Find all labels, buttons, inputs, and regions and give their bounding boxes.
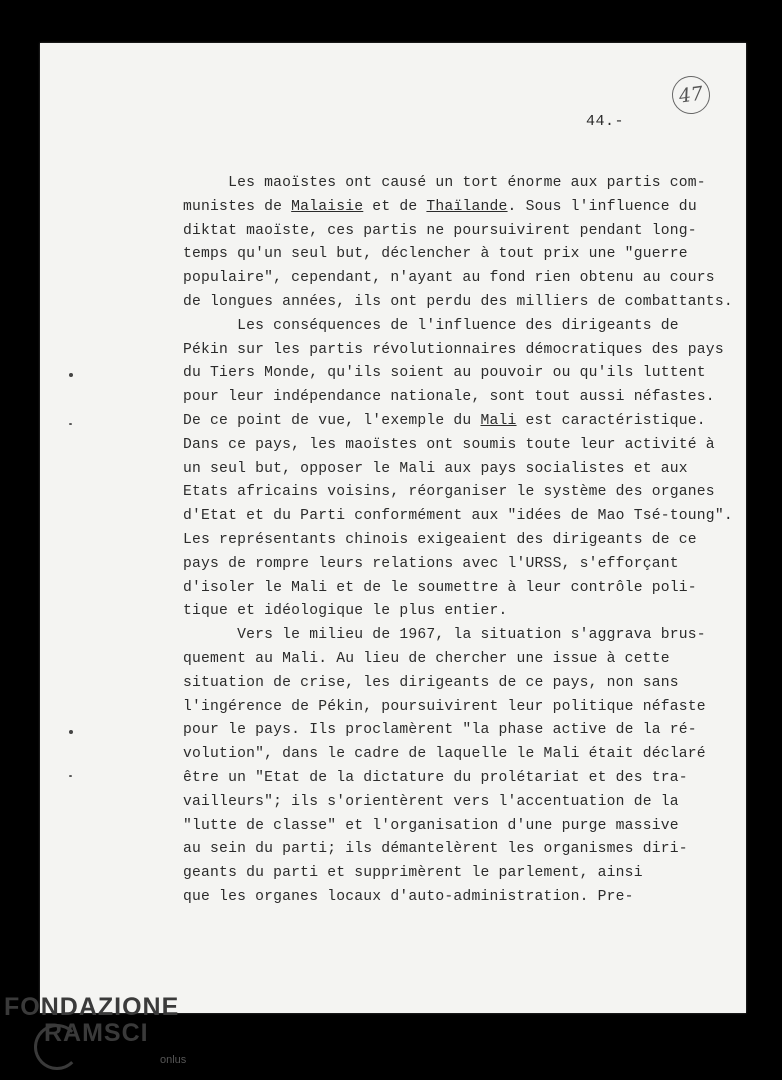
text-span: De ce point de vue, l'exemple du — [183, 412, 481, 429]
text-line — [183, 553, 703, 577]
margin-mark — [69, 423, 72, 425]
text-span: que les organes locaux d'auto-administration. Pre- — [183, 888, 634, 905]
g-logo-icon — [34, 1024, 80, 1070]
text-line — [183, 672, 703, 696]
watermark-sub: onlus — [160, 1054, 187, 1066]
margin-mark — [69, 373, 73, 377]
text-line — [183, 743, 706, 767]
text-line — [183, 815, 703, 839]
text-span: Pékin sur les partis révolutionnaires démocratiques des pays — [183, 341, 724, 358]
text-span: Vers le milieu de 1967, la situation s'aggrava brus- — [237, 627, 706, 644]
text-line — [183, 696, 706, 720]
text-span: Les maoïstes ont causé un tort énorme aux partis com- — [228, 175, 706, 191]
text-span: et de — [363, 198, 427, 215]
margin-mark — [69, 775, 72, 777]
text-line — [183, 386, 715, 410]
text-span: temps qu'un seul but, déclencher à tout prix une "guerre — [183, 246, 688, 263]
text-line — [183, 243, 703, 267]
text-span: d'Etat et du Parti conformément aux "idées de Mao Tsé-toung". — [183, 508, 733, 525]
text-span: pour le pays. Ils proclamèrent "la phase active de la ré- — [183, 722, 697, 739]
text-span: diktat maoïste, ces partis ne poursuivirent pendant long- — [183, 222, 697, 239]
text-line — [183, 719, 703, 743]
text-line — [183, 862, 703, 886]
watermark-logo — [4, 993, 187, 1066]
text-line — [183, 838, 703, 862]
text-span: quement au Mali. Au lieu de chercher une issue à cette — [183, 650, 670, 667]
page-number: 44.- — [586, 113, 625, 130]
text-span: geants du parti et supprimèrent le parlement, ainsi — [183, 865, 643, 882]
text-span: "lutte de classe" et l'organisation d'une purge massive — [183, 817, 679, 834]
text-span: au sein du parti; ils démantelèrent les organismes diri- — [183, 841, 688, 858]
text-span: populaire", cependant, n'ayant au fond rien obtenu au cours — [183, 270, 715, 287]
body-text — [183, 172, 733, 910]
text-span: situation de crise, les dirigeants de ce pays, non sans — [183, 674, 679, 691]
text-span: de longues années, ils ont perdu des milliers de combattants. — [183, 293, 733, 310]
text-line — [183, 458, 703, 482]
text-line — [183, 481, 715, 505]
text-line — [183, 624, 706, 648]
text-span: munistes de — [183, 198, 292, 215]
text-line — [183, 362, 706, 386]
underlined-word: Malaisie — [291, 198, 364, 215]
text-span: d'isoler le Mali et de le soumettre à leur contrôle poli- — [183, 579, 697, 596]
text-line — [183, 648, 703, 672]
text-span: du Tiers Monde, qu'ils soient au pouvoir ou qu'ils luttent — [183, 365, 706, 382]
text-line — [183, 291, 733, 315]
text-line — [183, 196, 703, 220]
text-line — [183, 600, 703, 624]
underlined-word: Thaïlande — [426, 198, 508, 215]
text-span: volution", dans le cadre de laquelle le Mali était déclaré — [183, 746, 706, 763]
text-span: pour leur indépendance nationale, sont tout aussi néfastes. — [183, 389, 715, 406]
text-line — [183, 791, 703, 815]
text-span: Dans ce pays, les maoïstes ont soumis toute leur activité à — [183, 436, 715, 453]
text-span: est caractéristique. — [516, 412, 706, 429]
text-line — [183, 886, 703, 910]
margin-mark — [69, 730, 73, 734]
text-line — [183, 267, 715, 291]
watermark-line2: RAMSCI — [44, 1019, 149, 1047]
text-line — [183, 767, 703, 791]
text-line — [183, 529, 703, 553]
text-line — [183, 220, 703, 244]
archive-number-stamp: 47 — [670, 74, 713, 117]
text-line — [183, 434, 715, 458]
text-span: tique et idéologique le plus entier. — [183, 603, 508, 620]
text-span: . Sous l'influence du — [507, 198, 697, 215]
watermark-line1: FONDAZIONE — [4, 993, 180, 1021]
text-span: pays de rompre leurs relations avec l'URSS, s'efforçant — [183, 555, 679, 572]
text-line — [183, 505, 733, 529]
text-span: l'ingérence de Pékin, poursuivirent leur politique néfaste — [183, 698, 706, 715]
text-span: vailleurs"; ils s'orientèrent vers l'accentuation de la — [183, 793, 679, 810]
text-line — [183, 315, 703, 339]
text-span: Les conséquences de l'influence des dirigeants de — [237, 317, 679, 334]
text-line — [183, 172, 706, 196]
text-line — [183, 577, 703, 601]
text-span: être un "Etat de la dictature du prolétariat et des tra- — [183, 769, 688, 786]
document-page — [40, 43, 746, 1013]
text-line — [183, 339, 724, 363]
text-span: Les représentants chinois exigeaient des dirigeants de ce — [183, 531, 697, 548]
underlined-word: Mali — [480, 412, 517, 429]
text-span: Etats africains voisins, réorganiser le système des organes — [183, 484, 715, 501]
text-line — [183, 410, 706, 434]
text-span: un seul but, opposer le Mali aux pays socialistes et aux — [183, 460, 688, 477]
